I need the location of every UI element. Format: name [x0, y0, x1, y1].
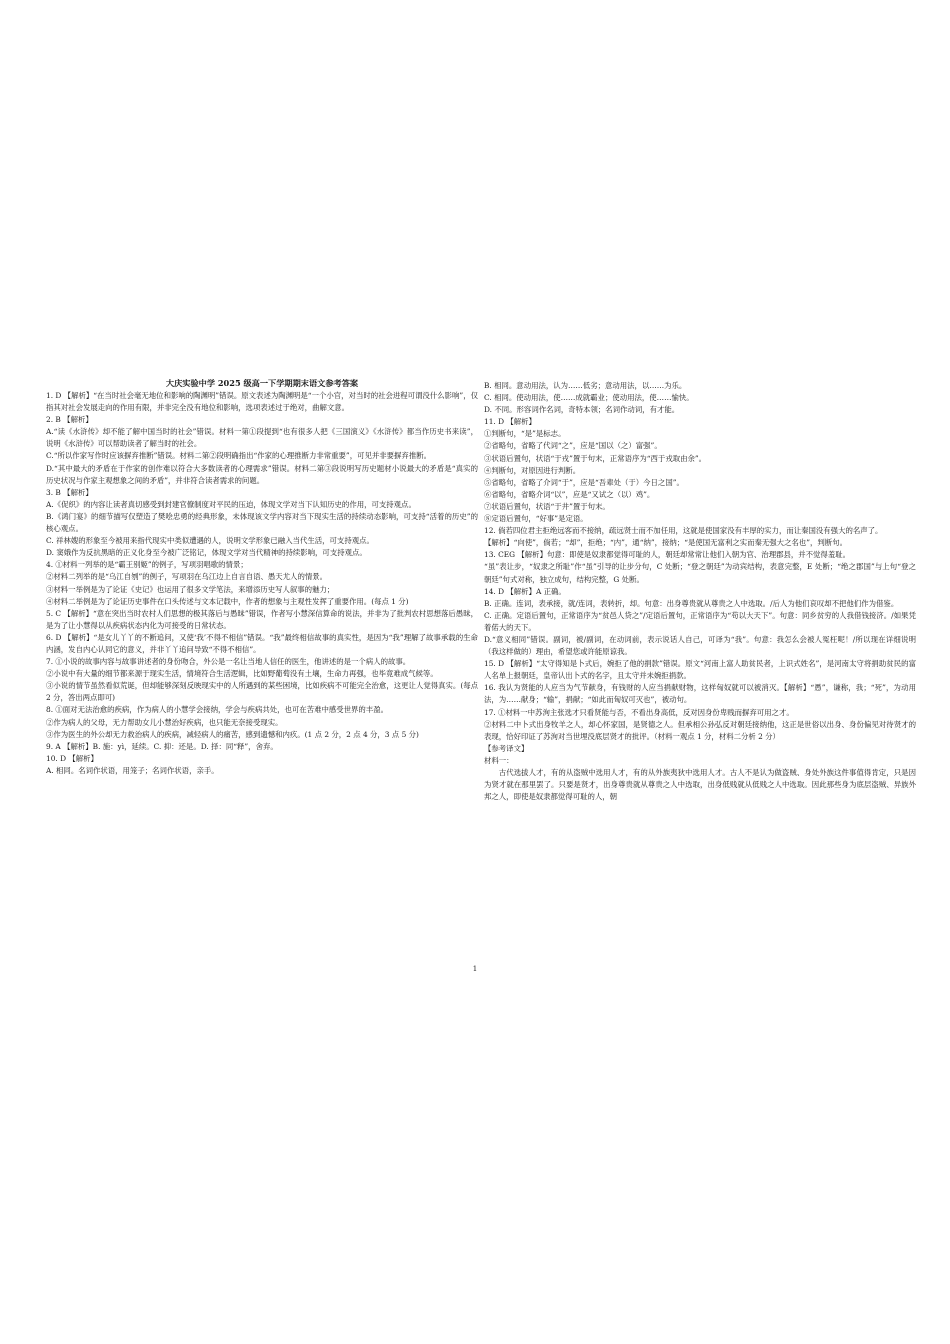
right-column-paragraph: 13. CEG 【解析】句意：即使是奴隶都觉得可耻的人，朝廷却常常让他们入朝为官、治理郡县，并不觉得羞耻。	[484, 550, 850, 560]
right-column-paragraph: 古代选拔人才，有的从盗贼中选用人才，有的从外族夷狄中选用人才。古人不是认为做盗贼、身处外族这件事值得肯定，只是因为贤才就在那里罢了。只要是贤才，出身尊贵就从尊贵之人中选取，出身低贱就从低贱之人中选取。因此那些身为底层盗贼、异族外邦之人，即使是奴隶都觉得可耻的人，朝	[484, 768, 916, 802]
left-column-paragraph: 1. D 【解析】“在当时社会毫无地位和影响的陶渊明”错误。原文表述为陶渊明是“一个小官，对当时的社会进程可谓没什么影响”，仅指其对社会发展走向的作用有限，并非完全没有地位和影响，选项表述过于绝对，曲解文意。	[46, 391, 478, 413]
left-column-paragraph: C.“所以作家写作时应该摒弃推断”错误。材料二第②段明确指出“作家的心理推断力非常重要”，可见并非要摒弃推断。	[46, 451, 431, 461]
right-column-paragraph: C. 相同。使动用法，使……成就霸业；使动用法，使……愉快。	[484, 393, 694, 403]
left-column-paragraph: ②材料二列举的是“乌江自刎”的例子，写项羽在乌江边上自言自语、愚天尤人的情景。	[46, 572, 328, 582]
right-column-paragraph: ②省略句，省略了代词“之”，应是“国以（之）富强”。	[484, 441, 662, 451]
left-column-paragraph: 2. B 【解析】	[46, 415, 93, 425]
right-column-paragraph: ⑤省略句，省略了介词“于”，应是“吾辈处（于）今日之国”。	[484, 477, 684, 487]
left-column-paragraph: ③小说的情节虽然看似荒诞，但却能够深刻反映现实中的人所遇到的某些困境，比如疾病不可能完全治愈，这更让人觉得真实。(每点 2 分，答出两点即可)	[46, 681, 478, 703]
left-column-body	[46, 390, 478, 777]
right-column	[484, 380, 916, 803]
left-column-paragraph: A.“读《水浒传》却不能了解中国当时的社会”错误。材料一第①段提到“也有很多人把《三国演义》《水浒传》都当作历史书来读”，说明《水浒传》可以帮助读者了解当时的社会。	[46, 427, 478, 449]
right-column-paragraph: ①判断句，“是”是标志。	[484, 429, 566, 439]
left-column-paragraph: ④材料二举例是为了论证历史事件在口头传述与文本记载中，作者的想象与主观性发挥了重要作用。(每点 1 分)	[46, 596, 409, 606]
left-column-paragraph: D.“其中最大的矛盾在于作家的创作难以符合大多数读者的心理需求”错误。材料二第③段说明写历史题材小说最大的矛盾是“真实的历史状况与作家主观想象之间的矛盾”，并非符合读者需求的问题。	[46, 463, 478, 485]
left-column-paragraph: B.《鸿门宴》的细节描写仅塑造了樊哙忠勇的经典形象，未体现该文学内容对当下现实生活的持续动态影响，可支持“活着的历史”的核心观点。	[46, 511, 478, 534]
left-column-paragraph: A. 相同。名词作状语，用笼子；名词作状语，亲手。	[46, 765, 219, 775]
left-column-paragraph: ③作为医生的外公却无力救治病人的疾病，减轻病人的痛苦，感到遗憾和内疚。(1 点 2 分，2 点 4 分，3 点 5 分)	[46, 729, 419, 739]
right-column-paragraph: ⑦状语后置句，状语“于井”置于句末。	[484, 501, 610, 511]
left-column-paragraph: 3. B 【解析】	[46, 487, 93, 497]
right-column-paragraph: D. 不同。形容词作名词，奇特本领；名词作动词，有才能。	[484, 405, 680, 415]
left-column-paragraph: 5. C 【解析】“意在突出当时农村人们思想的极其落后与愚昧”错误，作者写小慧深信算命的说法，并非为了批判农村思想落后愚昧，是为了让小慧得以从疾病状态内化为可接受的日常状态。	[46, 608, 478, 630]
left-column-paragraph: 7. ①小说的故事内容与故事讲述者的身份吻合，外公是一名让当地人信任的医生，他讲述的是一个病人的故事。	[46, 657, 411, 667]
right-column-paragraph: ②材料二中卜式出身牧羊之人，却心怀家国，是贤德之人。但承相公孙弘反对朝廷接纳他，这正是世俗以出身、身份偏见对待贤才的表现，恰好印证了苏洵对当世埋没底层贤才的批评。（材料一观点 1 分，材料二分析 2 分）	[484, 719, 916, 741]
right-column-paragraph: 材料一：	[484, 755, 514, 765]
right-column-paragraph: 【参考译文】	[484, 743, 529, 753]
left-column-paragraph: 6. D 【解析】“是女儿丫丫的不断追问，又使‘我’不得不相信”错误。“我”最终相信故事的真实性，是因为“我”理解了故事承载的生命内涵，发自内心认同它的意义，并非丫丫追问导致“不得不相信”。	[46, 632, 478, 654]
left-column-paragraph: ③材料一举例是为了论证《史记》也运用了很多文学笔法，来增添历史写人叙事的魅力；	[46, 584, 335, 594]
left-column-paragraph: 8. ①面对无法治愈的疾病，作为病人的小慧学会接纳，学会与疾病共处，也可在苦难中感受世界的丰盈。	[46, 705, 388, 715]
document-title: 大庆实验中学 2025 级高一下学期期末语文参考答案	[165, 378, 359, 388]
left-column-paragraph: D. 窦娥作为反抗黑暗的正义化身至今被广泛铭记，体现文学对当代精神的持续影响，可支持观点。	[46, 548, 367, 558]
right-column-paragraph: C. 正确。定语后置句，正常语序为“贫邑人贷之”/定语后置句，正常语序为“苟以大天下”。句意：同乡贫穷的人我借钱接济。/如果凭着偌大的天下。	[484, 610, 916, 632]
right-column-paragraph: 11. D 【解析】	[484, 417, 536, 427]
left-column-paragraph: 4. ①材料一列举的是“霸王别姬”的例子，写项羽唱歌的情景；	[46, 560, 248, 570]
right-column-paragraph: D.“意义相同”错误。副词，被/副词，在动词前，表示说话人自己，可译为“我”。句意：我怎么会被人冤枉呢！/所以现在详细说明（我这样做的）理由，希望您或许能原谅我。	[484, 634, 916, 657]
right-column-paragraph: ④判断句，对原因进行判断。	[484, 465, 581, 475]
right-column-paragraph: ⑥省略句，省略介词“以”，应是“又试之（以）鸡”。	[484, 489, 655, 499]
left-column-paragraph: ②作为病人的父母，无力帮助女儿小慧治好疾病，也只能无奈接受现实。	[46, 717, 283, 727]
right-column-paragraph: ③状语后置句，状语“于戎”置于句末，正常语序为“西于戎取由余”。	[484, 453, 707, 463]
left-column-paragraph: 9. A 【解析】B. 施：yì，延续。C. 抑：还是。D. 择：同“释”，舍弃。	[46, 741, 278, 751]
right-column-paragraph: 12. 倘若四位君主拒绝远客而不接纳，疏远贤士而不加任用，这就是使国家没有丰厚的实力，而让秦国没有强大的名声了。	[484, 526, 883, 536]
right-column-paragraph: 【解析】“向使”，倘若；“却”，拒绝；“内”，通“纳”，接纳；“是使国无富利之实而秦无强大之名也”，判断句。	[484, 538, 847, 548]
right-column-paragraph: 14. D 【解析】A 正确。	[484, 586, 566, 596]
left-column-paragraph: ②小说中有大量的细节都来源于现实生活，情境符合生活逻辑，比如野葡萄没有土壤，生命力再强，也毕竟难成气候等。	[46, 669, 438, 679]
left-column-paragraph: 10. D 【解析】	[46, 753, 98, 763]
right-column-paragraph: “虽”表让步，“奴隶之所耻”作“虽”引导的让步分句，C 处断；“登之朝廷”为动宾结构，表意完整，E 处断；“绝之郡国”与上句“登之朝廷”句式对称，独立成句，结构完整，G 处断。	[484, 562, 916, 584]
right-column-paragraph: 17. ①材料一中苏洵主张选才只看贤能与否，不看出身高低，反对因身份卑贱而摒弃可用之才。	[484, 707, 794, 717]
right-column-paragraph: 16. 我认为贤能的人应当为气节献身，有钱财的人应当捐献财物，这样匈奴就可以被消灭。【解析】“愚”，谦称，我；“死”，为动用法，为……献身；“输”，捐献；“如此而匈奴可灭也”，被动句。	[484, 683, 916, 705]
left-column-paragraph: A.《促织》的内容让读者真切感受到封建官僚制度对平民的压迫，体现文学对当下认知历史的作用，可支持观点。	[46, 499, 416, 509]
left-column-paragraph: C. 祥林嫂的形象至今被用来指代现实中类似遭遇的人，说明文学形象已融入当代生活，可支持观点。	[46, 536, 374, 546]
right-column-paragraph: B. 相同。意动用法，认为……低劣；意动用法，以……为乐。	[484, 381, 687, 390]
right-column-paragraph: B. 正确。连词，表承接，就/连词，表转折，却。句意：出身尊贵就从尊贵之人中选取。/后人为他们哀叹却不把他们作为借鉴。	[484, 598, 899, 608]
page-number: 1	[472, 965, 478, 973]
left-column	[46, 377, 478, 777]
right-column-body	[484, 380, 916, 803]
right-column-paragraph: ⑧定语后置句，“好事”是定语。	[484, 514, 588, 524]
right-column-paragraph: 15. D 【解析】“太守得知是卜式后，婉拒了他的捐款”错误。原文“河南上富人助贫民者，上识式姓名”，是河南太守将捐助贫民的富人名单上报朝廷，皇帝认出卜式的名字，且太守并未婉拒捐款。	[484, 659, 916, 681]
